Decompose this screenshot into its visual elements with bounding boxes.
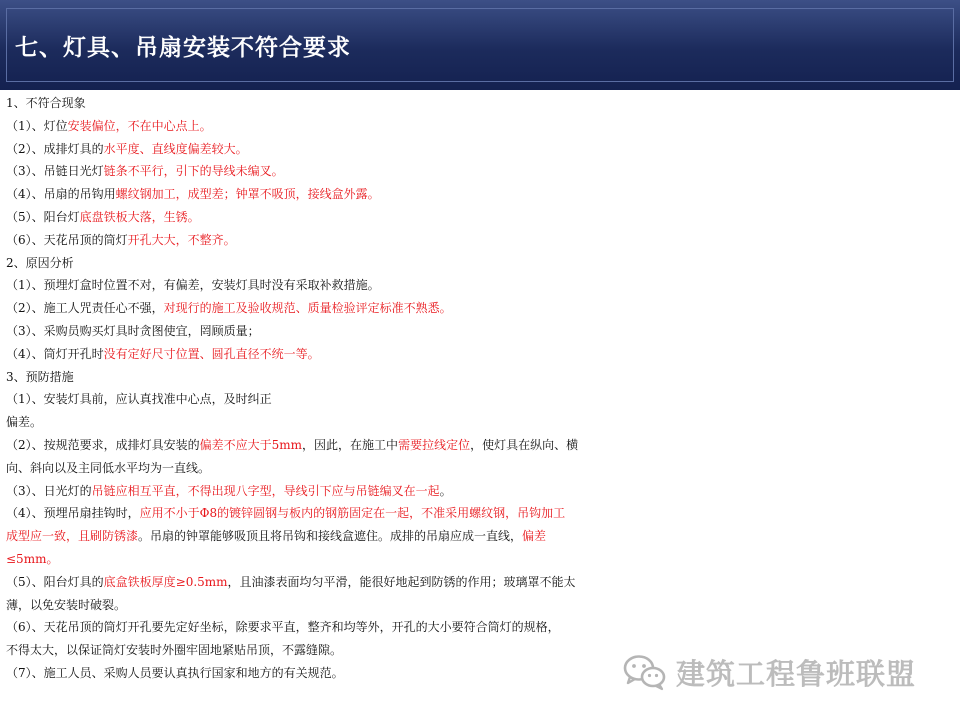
watermark-text: 建筑工程鲁班联盟 [676, 656, 917, 691]
line-text: （3）、采购员购买灯具时贪图使宜，罔顾质量； [6, 323, 260, 338]
text-line [6, 160, 956, 183]
text-line [6, 343, 956, 366]
line-text: ，因此，在施工中 [302, 437, 399, 452]
line-text: （2）、按规范要求，成排灯具安装的 [6, 437, 200, 452]
line-text: （1）、灯位 [6, 118, 68, 133]
title-frame [6, 8, 954, 82]
line-text: 。吊扇的钟罩能够吸顶且将吊钩和接线盒遮住。成排的吊扇应成一直线， [138, 529, 523, 544]
line-text: 不得太大，以保证筒灯安装时外圈牢固地紧贴吊顶，不露缝隙。 [6, 643, 343, 658]
line-text: （6）、天花吊顶的筒灯 [6, 232, 128, 247]
line-text: （3）、日光灯的 [6, 483, 92, 498]
text-line [6, 92, 956, 115]
line-text: （5）、阳台灯 [6, 209, 80, 224]
text-line [6, 525, 956, 548]
line-text: （1）、安装灯具前，应认真找准中心点，及时纠正 [6, 392, 272, 407]
highlight-text: 链条不平行，引下的导线未编叉。 [103, 164, 284, 179]
line-text: （2）、成排灯具的 [6, 141, 104, 156]
highlight-text: 安装偏位，不在中心点上。 [67, 118, 212, 133]
highlight-text: 偏差不应大于5mm [199, 437, 303, 452]
line-text: 1、不符合现象 [6, 96, 86, 110]
line-text: （2）、施工人咒责任心不强， [6, 301, 164, 316]
line-text: ，且油漆表面均匀平滑，能很好地起到防锈的作用；玻璃罩不能太 [227, 574, 576, 589]
text-line [6, 616, 956, 639]
line-text: 向、斜向以及主同低水平均为一直线。 [6, 460, 211, 475]
highlight-text: ≤5mm。 [6, 551, 59, 566]
highlight-text: 底盘铁板大落，生锈。 [79, 209, 200, 224]
text-line [6, 274, 956, 297]
text-line [6, 434, 956, 457]
line-text: （4）、吊扇的吊钩用 [6, 187, 116, 202]
line-text: ，使灯具在纵向、横 [470, 437, 579, 452]
text-line [6, 594, 956, 617]
text-line [6, 480, 956, 503]
line-text: （7）、施工人员、采购人员要认真执行国家和地方的有关规范。 [6, 665, 344, 680]
line-text: （1）、预埋灯盒时位置不对，有偏差，安装灯具时没有采取补救措施。 [6, 278, 380, 293]
highlight-text: 对现行的施工及验收规范、质量检验评定标准不熟悉。 [163, 301, 452, 316]
text-line [6, 183, 956, 206]
highlight-text: 没有定好尺寸位置、圆孔直径不统一等。 [103, 346, 320, 361]
text-line [6, 320, 956, 343]
line-text: （5）、阳台灯具的 [6, 574, 104, 589]
highlight-text: 成型应一致，且刷防锈漆 [6, 529, 139, 544]
page-title: 七、灯具、吊扇安装不符合要求 [15, 33, 351, 61]
text-line [6, 297, 956, 320]
text-line [6, 252, 956, 275]
highlight-text: 需要拉线定位 [398, 437, 471, 452]
line-text: （6）、天花吊顶的筒灯开孔要先定好坐标，除要求平直，整齐和均等外，开孔的大小要符合筒灯的规格， [6, 620, 560, 635]
highlight-text: 应用不小于Φ8的镀锌圆钢与板内的钢筋固定在一起，不准采用螺纹钢，吊钩加工 [139, 506, 566, 521]
title-bar [0, 0, 960, 90]
highlight-text: 底盒铁板厚度≥0.5mm [103, 574, 228, 589]
line-text: （3）、吊链日光灯 [6, 164, 104, 179]
line-text: 3、预防措施 [6, 369, 74, 384]
text-line [6, 548, 956, 571]
line-text: （4）、筒灯开孔时 [6, 346, 104, 361]
document-body [6, 92, 956, 685]
line-text: 薄，以免安装时破裂。 [6, 597, 127, 612]
text-line [6, 502, 956, 525]
line-text: （4）、预埋吊扇挂钩时， [6, 506, 140, 521]
watermark [622, 652, 916, 692]
text-line [6, 138, 956, 161]
text-line [6, 115, 956, 138]
text-line [6, 366, 956, 389]
text-line [6, 206, 956, 229]
highlight-text: 偏差 [522, 529, 547, 544]
text-line [6, 457, 956, 480]
text-line [6, 388, 956, 411]
wechat-icon [622, 653, 668, 691]
line-text: 。 [439, 483, 452, 498]
text-line [6, 571, 956, 594]
text-line [6, 411, 956, 434]
line-text: 2、原因分析 [6, 255, 74, 270]
highlight-text: 水平度、直线度偏差较大。 [103, 141, 248, 156]
highlight-text: 吊链应相互平直，不得出现八字型，导线引下应与吊链编叉在一起 [91, 483, 440, 498]
line-text: 偏差。 [6, 415, 43, 430]
highlight-text: 螺纹钢加工，成型差；钟罩不吸顶，接线盒外露。 [115, 187, 380, 202]
text-line [6, 229, 956, 252]
highlight-text: 开孔大大，不整齐。 [127, 232, 236, 247]
